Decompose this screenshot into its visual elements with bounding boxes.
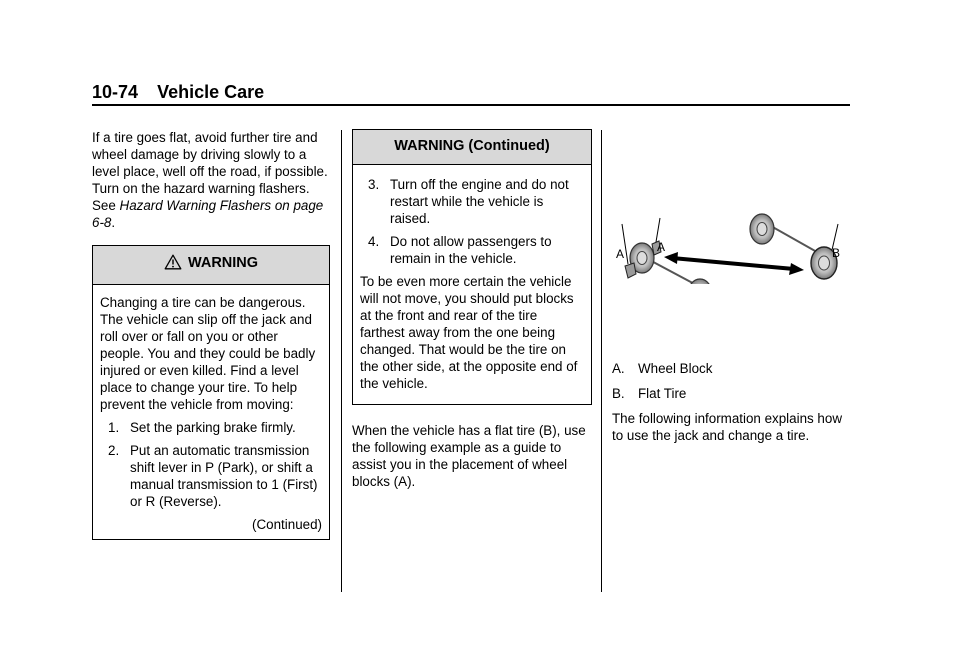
jack-info-paragraph: The following information explains how to use the jack and change a tire.	[612, 411, 842, 443]
warning-body	[93, 285, 329, 539]
warning-steps-continued	[360, 176, 584, 267]
header-rule	[92, 104, 850, 106]
warning-steps	[100, 419, 322, 510]
caption-b: B. Flat Tire	[612, 386, 687, 401]
diagonal-double-arrow	[664, 252, 804, 275]
placement-paragraph: When the vehicle has a flat tire (B), use the following example as a guide to assist you in the placement of wheel blocks (A).	[352, 423, 586, 489]
intro-paragraph: If a tire goes flat, avoid further tire and wheel damage by driving slowly to a level place, well off the road, if possible. Turn on the hazard warning flashers. See Hazard Warning Flashers on page 6-8.	[92, 130, 328, 230]
warning-continued-box	[352, 129, 592, 405]
warning-text: Changing a tire can be dangerous. The vehicle can slip off the jack and roll over or fall on you or other people. You and they could be badly injured or even killed. Find a level place to change your tire. To help prevent the vehicle from moving:	[100, 295, 316, 412]
column-2	[352, 129, 592, 500]
section-title: Vehicle Care	[157, 82, 265, 102]
warning-continued-header: WARNING (Continued)	[353, 130, 591, 165]
label-b: B	[832, 246, 841, 260]
warning-triangle-icon	[164, 254, 182, 275]
label-a-front: A	[616, 247, 625, 261]
tire-rear-left	[750, 214, 774, 244]
list-item: 3. Turn off the engine and do not restart while the vehicle is raised.	[368, 177, 569, 226]
column-divider-2	[601, 130, 602, 592]
column-1	[92, 129, 332, 540]
warning-continued-body	[353, 165, 591, 404]
warning-header	[93, 246, 329, 285]
page-number: 10-74	[92, 82, 139, 102]
wheel-block-front	[625, 263, 636, 278]
wheel-block-diagram	[612, 166, 852, 284]
list-item: 4. Do not allow passengers to remain in the vehicle.	[368, 234, 552, 266]
warning-box	[92, 245, 330, 540]
figure-caption	[612, 360, 852, 402]
list-item: 2. Put an automatic transmission shift lever in P (Park), or shift a manual transmission to 1 (First) or R (Reverse).	[108, 443, 318, 509]
hazard-flashers-link[interactable]: Hazard Warning Flashers on page 6-8	[92, 198, 324, 230]
column-divider-1	[341, 130, 342, 592]
label-a-rear: A	[657, 240, 666, 254]
column-3	[612, 129, 852, 454]
caption-a: A. Wheel Block	[612, 361, 713, 376]
warning-title: WARNING	[187, 255, 259, 271]
warning-paragraph: To be even more certain the vehicle will not move, you should put blocks at the front and rear of the tire farthest away from the one being changed. That would be the tire on the other side, at the opposite end of the vehicle.	[360, 274, 578, 391]
page-header	[92, 82, 264, 103]
wheel-block-illustration	[612, 166, 852, 284]
list-item: 1. Set the parking brake firmly.	[108, 420, 296, 435]
continued-label: (Continued)	[252, 517, 322, 532]
